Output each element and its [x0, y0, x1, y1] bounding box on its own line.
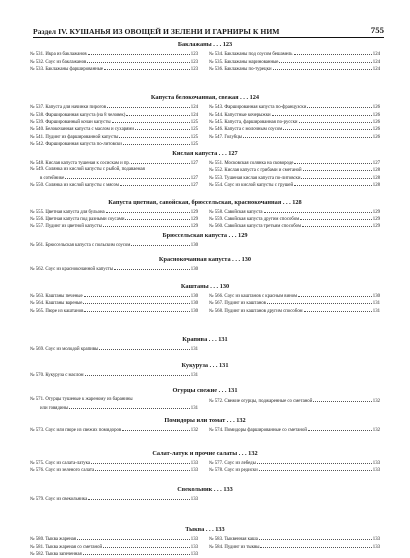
toc-entry-page: 124 [372, 52, 380, 58]
toc-entry-page: 133 [372, 468, 380, 474]
toc-entry-page: 127 [190, 175, 198, 181]
dot-leader [294, 159, 371, 164]
toc-entry-text: № 558. Савойская капуста [209, 209, 263, 215]
toc-entry-page: 132 [372, 427, 380, 433]
toc-entry [30, 66, 198, 74]
toc-entry-continuation: или говядины [40, 405, 69, 411]
dot-leader [107, 104, 190, 109]
dot-leader [267, 300, 372, 305]
toc-entry [209, 426, 380, 434]
dot-leader [298, 292, 372, 297]
toc-entry [30, 307, 198, 315]
toc-entry-text: № 553. Тушеная кислая капуста по-литовски [209, 175, 301, 181]
toc-entry-page: 129 [372, 209, 380, 215]
toc-entry-page: 123 [190, 59, 198, 65]
toc-entry-text: № 574. Помидоры фаршированные со сметаной [209, 427, 307, 433]
toc-entry-page: 131 [190, 405, 198, 411]
toc-entry-page: 132 [372, 398, 380, 404]
toc-entry-page: 124 [372, 67, 380, 73]
section-title: Свекольник . . . 133 [177, 486, 233, 494]
dot-leader [95, 467, 190, 472]
toc-entry-text: № 532. Соус из баклажанов [30, 59, 87, 65]
dot-leader [88, 496, 190, 501]
toc-entry-text: № 583. Тыквенная каша [209, 537, 258, 543]
toc-entry-text: № 543. Фаршированная капуста по-французски [209, 105, 307, 111]
toc-entry-page: 124 [190, 112, 198, 118]
dot-leader [300, 215, 372, 220]
toc-entry-text: № 549. Солянка из кислой капусты с рыбой, подаваемая [30, 166, 145, 172]
dot-leader [83, 550, 190, 555]
section-title: Огурцы свежие . . . 131 [172, 387, 238, 395]
toc-entry-text: № 555. Цветная капуста для бульона [30, 209, 105, 215]
toc-entry [209, 182, 380, 190]
toc-entry-page: 124 [190, 105, 198, 111]
dot-leader [88, 51, 190, 56]
dot-leader [273, 66, 372, 71]
toc-entry-page: 130 [190, 308, 198, 314]
section-title: Капуста белокочанная, свежая . . . 124 [150, 94, 260, 102]
toc-entry [209, 543, 380, 551]
page-number: 755 [370, 25, 384, 35]
section-title: Капуста цветная, савойская, брюссельская, краснокочанная . . . 128 [108, 198, 302, 206]
dot-leader [83, 300, 189, 305]
section-title: Баклажаны . . . 123 [177, 41, 233, 49]
toc-entry-page: 131 [372, 308, 380, 314]
dot-leader [308, 426, 372, 431]
dot-leader [103, 543, 190, 548]
toc-entry-page: 126 [372, 127, 380, 133]
toc-entry-continuation: в сотейнике [40, 175, 65, 181]
toc-entry-page: 126 [372, 112, 380, 118]
toc-entry-page: 125 [190, 119, 198, 125]
toc-entry-page: 130 [372, 293, 380, 299]
toc-entry [209, 397, 380, 405]
toc-entry-text: № 559. Савойская капуста другим способом [209, 217, 300, 223]
dot-leader [135, 126, 190, 131]
toc-entry [30, 266, 198, 274]
toc-entry-text: № 535. Баклажаны маринованные [209, 59, 279, 65]
toc-entry [30, 346, 198, 354]
dot-leader [87, 58, 190, 63]
toc-entry-page: 126 [372, 119, 380, 125]
toc-entry-page: 123 [190, 67, 198, 73]
toc-entry-text: № 550. Солянка из кислой капусты с мясом [30, 183, 119, 189]
toc-entry [30, 223, 198, 231]
dot-leader [120, 182, 190, 187]
toc-entry [30, 550, 198, 558]
dot-leader [243, 133, 372, 138]
dot-leader [91, 459, 190, 464]
toc-entry-page: 131 [372, 301, 380, 307]
toc-entry-text: № 541. Пудинг из фаршированной капусты [30, 134, 119, 140]
dot-leader [106, 208, 190, 213]
toc-entry-text: № 572. Свежие огурцы, поджаренные со сметаной [209, 398, 313, 404]
toc-entry [30, 467, 198, 475]
dot-leader [114, 266, 190, 271]
toc-entry-page: 132 [190, 427, 198, 433]
toc-entry [30, 496, 198, 504]
dot-leader [126, 111, 189, 116]
toc-entry-text: № 551. Московская солянка на сковороде [209, 161, 294, 167]
toc-entry-page: 131 [190, 347, 198, 353]
toc-entry-text: № 576. Соус из зеленого салата [30, 468, 95, 474]
dot-leader [301, 174, 371, 179]
section-title: Тыква . . . 133 [185, 526, 225, 534]
dot-leader [84, 292, 190, 297]
toc-entry-text: № 540. Белокочанная капуста с маслом и сухарями [30, 127, 134, 133]
toc-entry-page: 125 [190, 134, 198, 140]
dot-leader [99, 346, 190, 351]
section-title: Краснокочанная капуста . . . 130 [158, 256, 252, 264]
dot-leader [112, 118, 190, 123]
toc-entry-page: 128 [372, 175, 380, 181]
toc-entry [30, 182, 198, 190]
toc-entry-page: 123 [190, 52, 198, 58]
toc-entry [30, 426, 198, 434]
toc-entry-page: 133 [190, 537, 198, 543]
toc-entry-text: № 566. Соус из каштанов с красным вином [209, 293, 298, 299]
toc-entry-page: 130 [190, 293, 198, 299]
toc-entry-page: 127 [190, 183, 198, 189]
toc-entry-text: № 584. Пудинг из тыквы [209, 544, 260, 550]
toc-entry-text: № 544. Капустные кочерыжки [209, 112, 271, 118]
toc-entry [209, 307, 380, 315]
toc-entry-page: 130 [190, 267, 198, 273]
section-title: Брюссельская капуста . . . 129 [162, 231, 248, 239]
toc-entry-page: 129 [190, 224, 198, 230]
section-title: Кислая капуста . . . 127 [172, 149, 238, 157]
toc-entry-text: № 533. Баклажаны фаршированные [30, 67, 104, 73]
toc-entry-page: 126 [372, 105, 380, 111]
dot-leader [125, 215, 189, 220]
dot-leader [257, 459, 372, 464]
dot-leader [264, 208, 372, 213]
toc-entry-text: № 582. Тыква запеченная [30, 551, 82, 557]
toc-entry-text: № 552. Кислая капуста с грибами и сметаной [209, 168, 302, 174]
toc-entry-text: № 571. Огурцы тушеные к жареному из баранины [30, 396, 133, 402]
dot-leader [272, 111, 372, 116]
toc-entry-text: № 575. Соус из салата-латука [30, 460, 91, 466]
dot-leader [259, 467, 372, 472]
chapter-title: Раздел IV. КУШАНЬЯ ИЗ ОВОЩЕЙ И ЗЕЛЕНИ И ГАРНИРЫ К НИМ [33, 27, 280, 36]
dot-leader [260, 543, 371, 548]
toc-entry-text: № 577. Соус из лебеды [209, 460, 256, 466]
dot-leader [259, 536, 372, 541]
dot-leader [304, 307, 372, 312]
dot-leader [77, 536, 190, 541]
section-title: Помидоры или томат . . . 132 [164, 416, 246, 424]
toc-entry-text: № 580. Тыква жареная [30, 537, 77, 543]
toc-entry-text: № 570. Кукуруза с маслом [30, 372, 84, 378]
toc-entry-text: № 548. Кислая капуста тушеная к сосискам и пр. [30, 161, 131, 167]
toc-entry-text: № 537. Капуста для начинки пирогов [30, 105, 106, 111]
toc-entry-text: № 560. Савойская капуста третьим способом [209, 224, 302, 230]
toc-entry-page: 133 [190, 544, 198, 550]
toc-entry-text: № 581. Тыква жареная со сметаной [30, 544, 103, 550]
toc-entry-page: 130 [190, 301, 198, 307]
toc-entry-page: 133 [190, 468, 198, 474]
toc-entry-text: № 547. Голубцы [209, 134, 243, 140]
toc-entry-text: № 565. Пюре из каштанов [30, 308, 84, 314]
toc-entry-text: № 542. Фаршированная капуста по-литовски [30, 142, 122, 148]
toc-entry-text: № 545. Капуста, фаршированная по-русски [209, 119, 298, 125]
toc-entry-page: 129 [190, 209, 198, 215]
section-title: Салат-латук и прочие салаты . . . 132 [152, 449, 258, 457]
toc-entry-text: № 562. Соус из краснокочанной капусты [30, 267, 114, 273]
toc-entry-text: № 546. Капуста с молочным соусом [209, 127, 283, 133]
toc-entry [30, 241, 198, 249]
toc-entry-page: 130 [190, 242, 198, 248]
toc-entry-text: № 536. Баклажаны по-турецки [209, 67, 272, 73]
toc-entry [209, 133, 380, 141]
toc-entry [209, 467, 380, 475]
dot-leader [303, 167, 372, 172]
dot-leader [302, 223, 372, 228]
toc-entry-page: 131 [190, 372, 198, 378]
toc-entry [30, 404, 198, 412]
dot-leader [279, 58, 371, 63]
toc-entry-text: № 564. Каштаны вареные [30, 301, 83, 307]
toc-entry-text: № 554. Соус из кислой капусты с грушей [209, 183, 294, 189]
toc-entry-text: № 578. Соус из редиски [209, 468, 258, 474]
dot-leader [283, 126, 372, 131]
dot-leader [85, 371, 190, 376]
toc-entry-text: № 531. Икра из баклажанов [30, 52, 87, 58]
toc-entry-page: 133 [372, 460, 380, 466]
toc-entry-text: № 561. Брюссельская капуста с польским соусом [30, 242, 131, 248]
dot-leader [84, 307, 189, 312]
dot-leader [299, 118, 372, 123]
toc-entry-page: 124 [372, 59, 380, 65]
dot-leader [131, 159, 190, 164]
toc-entry-page: 125 [190, 142, 198, 148]
toc-entry-page: 133 [372, 537, 380, 543]
toc-entry [30, 141, 198, 149]
toc-entry-page: 129 [190, 217, 198, 223]
toc-entry [209, 66, 380, 74]
toc-entry-text: № 556. Цветная капуста под разными соусами [30, 217, 125, 223]
section-title: Каштаны . . . 130 [180, 282, 230, 290]
toc-entry-text: № 534. Баклажаны под соусом бешамель [209, 52, 293, 58]
toc-entry-page: 128 [372, 168, 380, 174]
dot-leader [307, 104, 371, 109]
dot-leader [122, 426, 190, 431]
toc-entry [30, 371, 198, 379]
toc-entry-text: № 538. Фаршированная капуста (на 8 человек) [30, 112, 126, 118]
toc-entry-page: 133 [190, 460, 198, 466]
toc-entry-page: 129 [372, 224, 380, 230]
toc-entry [209, 223, 380, 231]
toc-entry-page: 125 [190, 127, 198, 133]
toc-entry-page: 128 [372, 183, 380, 189]
dot-leader [103, 223, 190, 228]
dot-leader [131, 241, 190, 246]
toc-entry-page: 129 [372, 217, 380, 223]
dot-leader [123, 141, 190, 146]
toc-entry-page: 133 [190, 551, 198, 557]
toc-entry-text: № 569. Соус из молодой крапивы [30, 347, 99, 353]
toc-entry-page: 133 [372, 544, 380, 550]
toc-entry-text: № 573. Соус или пюре из свежих помидоров [30, 427, 122, 433]
toc-entry-page: 126 [372, 134, 380, 140]
toc-entry-text: № 539. Фаршированный кочан капусты [30, 119, 111, 125]
toc-entry-text: № 563. Каштаны печеные [30, 293, 83, 299]
toc-entry-text: № 579. Соус из свекольника [30, 497, 88, 503]
toc-entry-text: № 567. Пудинг из каштанов [209, 301, 266, 307]
toc-entry-page: 127 [190, 161, 198, 167]
toc-entry-text: № 557. Пудинг из цветной капусты [30, 224, 102, 230]
toc-entry-page: 133 [190, 497, 198, 503]
dot-leader [294, 51, 372, 56]
dot-leader [65, 174, 190, 179]
dot-leader [69, 404, 190, 409]
toc-entry-text: № 568. Пудинг из каштанов другим способом [209, 308, 303, 314]
dot-leader [313, 397, 372, 402]
section-title: Кукуруза . . . 131 [181, 361, 229, 369]
dot-leader [104, 66, 190, 71]
dot-leader [294, 182, 372, 187]
section-title: Крапива . . . 131 [182, 336, 228, 344]
toc-entry-page: 127 [372, 161, 380, 167]
dot-leader [119, 133, 189, 138]
